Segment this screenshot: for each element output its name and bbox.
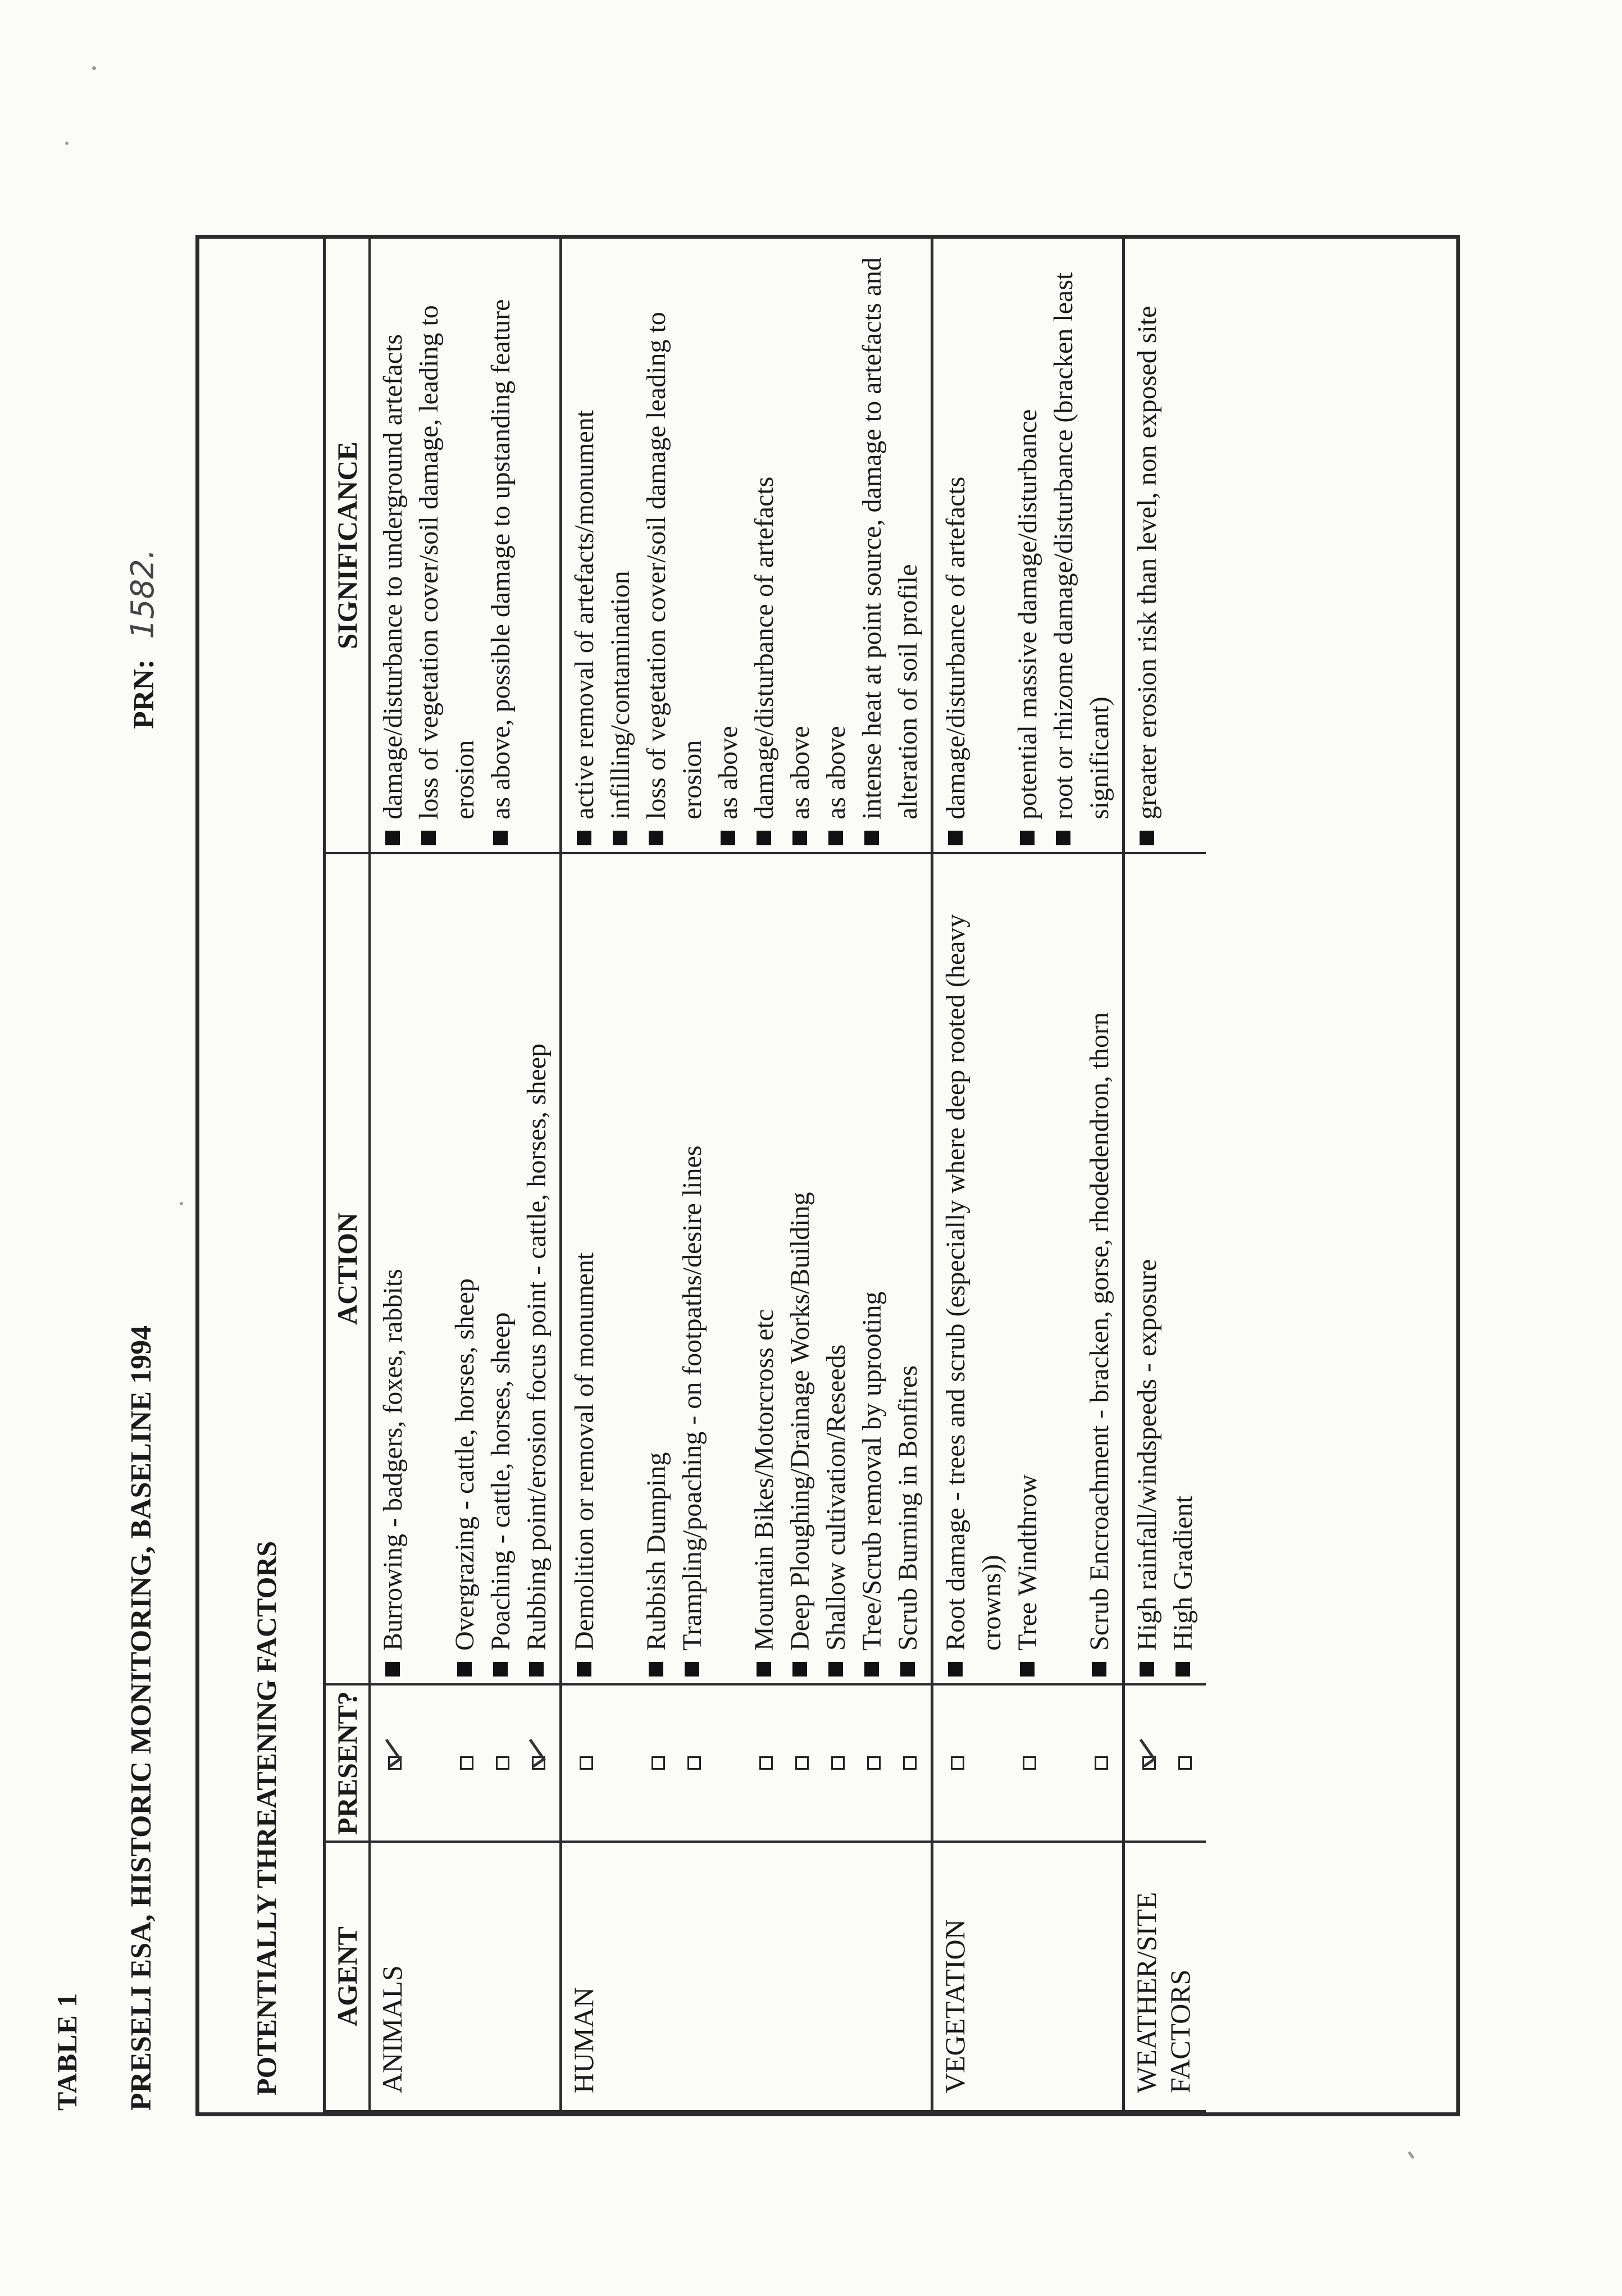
prn-field <box>125 549 161 729</box>
section-row-weather-site-factors <box>1124 238 1206 2111</box>
action-item: Trampling/poaching - on footpaths/desire lines <box>675 861 710 1677</box>
significance-item: as above <box>782 245 818 845</box>
present-checkbox[interactable] <box>1023 1756 1036 1770</box>
prn-label: PRN: <box>128 659 160 729</box>
present-checkbox[interactable] <box>532 1756 545 1770</box>
present-cell <box>370 1684 561 1842</box>
significance-item: as above, possible damage to upstanding feature <box>483 245 519 845</box>
square-bullet-icon <box>1092 1662 1106 1677</box>
action-cell <box>932 853 1124 1684</box>
present-checkbox[interactable] <box>867 1756 881 1770</box>
action-item: Root damage - trees and scrub (especially where deep rooted (heavy crowns)) <box>938 861 1010 1677</box>
section-row-human <box>561 238 932 2111</box>
action-item: Rubbing point/erosion focus point - cattle, horses, sheep <box>519 861 555 1677</box>
square-bullet-icon <box>1140 1662 1154 1677</box>
square-bullet-icon <box>792 1662 807 1677</box>
present-checkbox[interactable] <box>496 1756 509 1770</box>
agent-cell: WEATHER/SITE FACTORS <box>1124 1842 1206 2111</box>
square-bullet-icon <box>421 831 436 845</box>
significance-item: damage/disturbance to underground artefacts <box>375 245 411 845</box>
agent-cell: HUMAN <box>561 1842 932 2111</box>
action-item: Poaching - cattle, horses, sheep <box>483 861 519 1677</box>
action-item: High rainfall/windspeeds - exposure <box>1129 861 1165 1677</box>
significance-item: active removal of artefacts/monument <box>567 245 603 845</box>
square-bullet-icon <box>721 831 735 845</box>
present-checkbox[interactable] <box>651 1756 665 1770</box>
threat-factors-table <box>323 236 1206 2112</box>
col-header-present: PRESENT? <box>325 1684 370 1842</box>
significance-item: loss of vegetation cover/soil damage, leading to erosion <box>411 245 483 845</box>
prn-handwritten-value: 1582. <box>125 549 161 639</box>
present-checkbox[interactable] <box>831 1756 845 1770</box>
square-bullet-icon <box>864 831 879 845</box>
present-checkbox[interactable] <box>1178 1756 1192 1770</box>
action-item: High Gradient <box>1165 861 1201 1677</box>
significance-item: as above <box>710 245 746 845</box>
tick-mark-icon <box>520 1739 545 1767</box>
significance-item: loss of vegetation cover/soil damage leading to erosion <box>639 245 710 845</box>
square-bullet-icon <box>457 1662 472 1677</box>
document-title: PRESELI ESA, HISTORIC MONITORING, BASELINE 1994 <box>125 1325 157 2111</box>
action-cell <box>1124 853 1206 1684</box>
square-bullet-icon <box>792 831 807 845</box>
square-bullet-icon <box>385 1662 400 1677</box>
square-bullet-icon <box>649 1662 663 1677</box>
present-checkbox[interactable] <box>388 1756 402 1770</box>
action-cell <box>561 853 932 1684</box>
action-item: Deep Ploughing/Drainage Works/Building <box>782 861 818 1677</box>
significance-item: as above <box>818 245 854 845</box>
agent-cell: VEGETATION <box>932 1842 1124 2111</box>
square-bullet-icon <box>1056 831 1070 845</box>
action-item: Mountain Bikes/Motorcross etc <box>746 861 782 1677</box>
action-item: Demolition or removal of monument <box>567 861 603 1677</box>
square-bullet-icon <box>685 1662 699 1677</box>
square-bullet-icon <box>864 1662 879 1677</box>
significance-cell <box>1124 238 1206 853</box>
square-bullet-icon <box>757 831 771 845</box>
action-item: Burrowing - badgers, foxes, rabbits <box>375 861 411 1677</box>
action-item: Overgrazing - cattle, horses, sheep <box>447 861 483 1677</box>
action-item: Scrub Encroachment - bracken, gorse, rhodedendron, thorn <box>1082 861 1118 1677</box>
action-item: Tree Windthrow <box>1010 861 1046 1677</box>
significance-item: damage/disturbance of artefacts <box>938 245 974 845</box>
agent-cell: ANIMALS <box>370 1842 561 2111</box>
significance-item: potential massive damage/disturbance <box>1010 245 1046 845</box>
square-bullet-icon <box>493 1662 508 1677</box>
significance-item: damage/disturbance of artefacts <box>746 245 782 845</box>
present-checkbox[interactable] <box>687 1756 701 1770</box>
table-heading: POTENTIALLY THREATENING FACTORS <box>250 1541 282 2095</box>
square-bullet-icon <box>948 831 963 845</box>
significance-cell <box>932 238 1124 853</box>
col-header-agent: AGENT <box>325 1842 370 2111</box>
square-bullet-icon <box>529 1662 544 1677</box>
present-checkbox[interactable] <box>795 1756 809 1770</box>
significance-item: greater erosion risk than level, non exposed site <box>1129 245 1165 845</box>
square-bullet-icon <box>828 831 843 845</box>
significance-item: root or rhizome damage/disturbance (bracken least significant) <box>1046 245 1118 845</box>
square-bullet-icon <box>948 1662 963 1677</box>
square-bullet-icon <box>1140 831 1154 845</box>
square-bullet-icon <box>613 831 627 845</box>
significance-item: intense heat at point source, damage to artefacts and alteration of soil profile <box>854 245 926 845</box>
present-checkbox[interactable] <box>460 1756 473 1770</box>
present-cell <box>561 1684 932 1842</box>
present-checkbox[interactable] <box>903 1756 917 1770</box>
square-bullet-icon <box>385 831 400 845</box>
table-label: TABLE 1 <box>51 1992 83 2111</box>
significance-item: infilling/contamination <box>603 245 639 845</box>
section-row-vegetation <box>932 238 1124 2111</box>
square-bullet-icon <box>757 1662 771 1677</box>
present-checkbox[interactable] <box>951 1756 964 1770</box>
square-bullet-icon <box>900 1662 915 1677</box>
square-bullet-icon <box>1020 831 1035 845</box>
action-item: Shallow cultivation/Reseeds <box>818 861 854 1677</box>
present-cell <box>1124 1684 1206 1842</box>
col-header-significance: SIGNIFICANCE <box>325 238 370 853</box>
present-cell <box>932 1684 1124 1842</box>
table-frame <box>195 235 1460 2116</box>
action-cell <box>370 853 561 1684</box>
square-bullet-icon <box>649 831 663 845</box>
square-bullet-icon <box>1020 1662 1035 1677</box>
tick-mark-icon <box>376 1739 402 1767</box>
present-checkbox[interactable] <box>580 1756 593 1770</box>
action-item: Rubbish Dumping <box>639 861 675 1677</box>
present-checkbox[interactable] <box>1095 1756 1108 1770</box>
tick-mark-icon <box>1130 1739 1156 1767</box>
square-bullet-icon <box>577 831 591 845</box>
present-checkbox[interactable] <box>1142 1756 1156 1770</box>
square-bullet-icon <box>577 1662 591 1677</box>
col-header-action: ACTION <box>325 853 370 1684</box>
action-item: Tree/Scrub removal by uprooting <box>854 861 890 1677</box>
action-item: Scrub Burning in Bonfires <box>890 861 926 1677</box>
header-row <box>325 238 370 2111</box>
square-bullet-icon <box>828 1662 843 1677</box>
square-bullet-icon <box>1176 1662 1190 1677</box>
section-row-animals <box>370 238 561 2111</box>
square-bullet-icon <box>493 831 508 845</box>
significance-cell <box>561 238 932 853</box>
present-checkbox[interactable] <box>759 1756 773 1770</box>
significance-cell <box>370 238 561 853</box>
